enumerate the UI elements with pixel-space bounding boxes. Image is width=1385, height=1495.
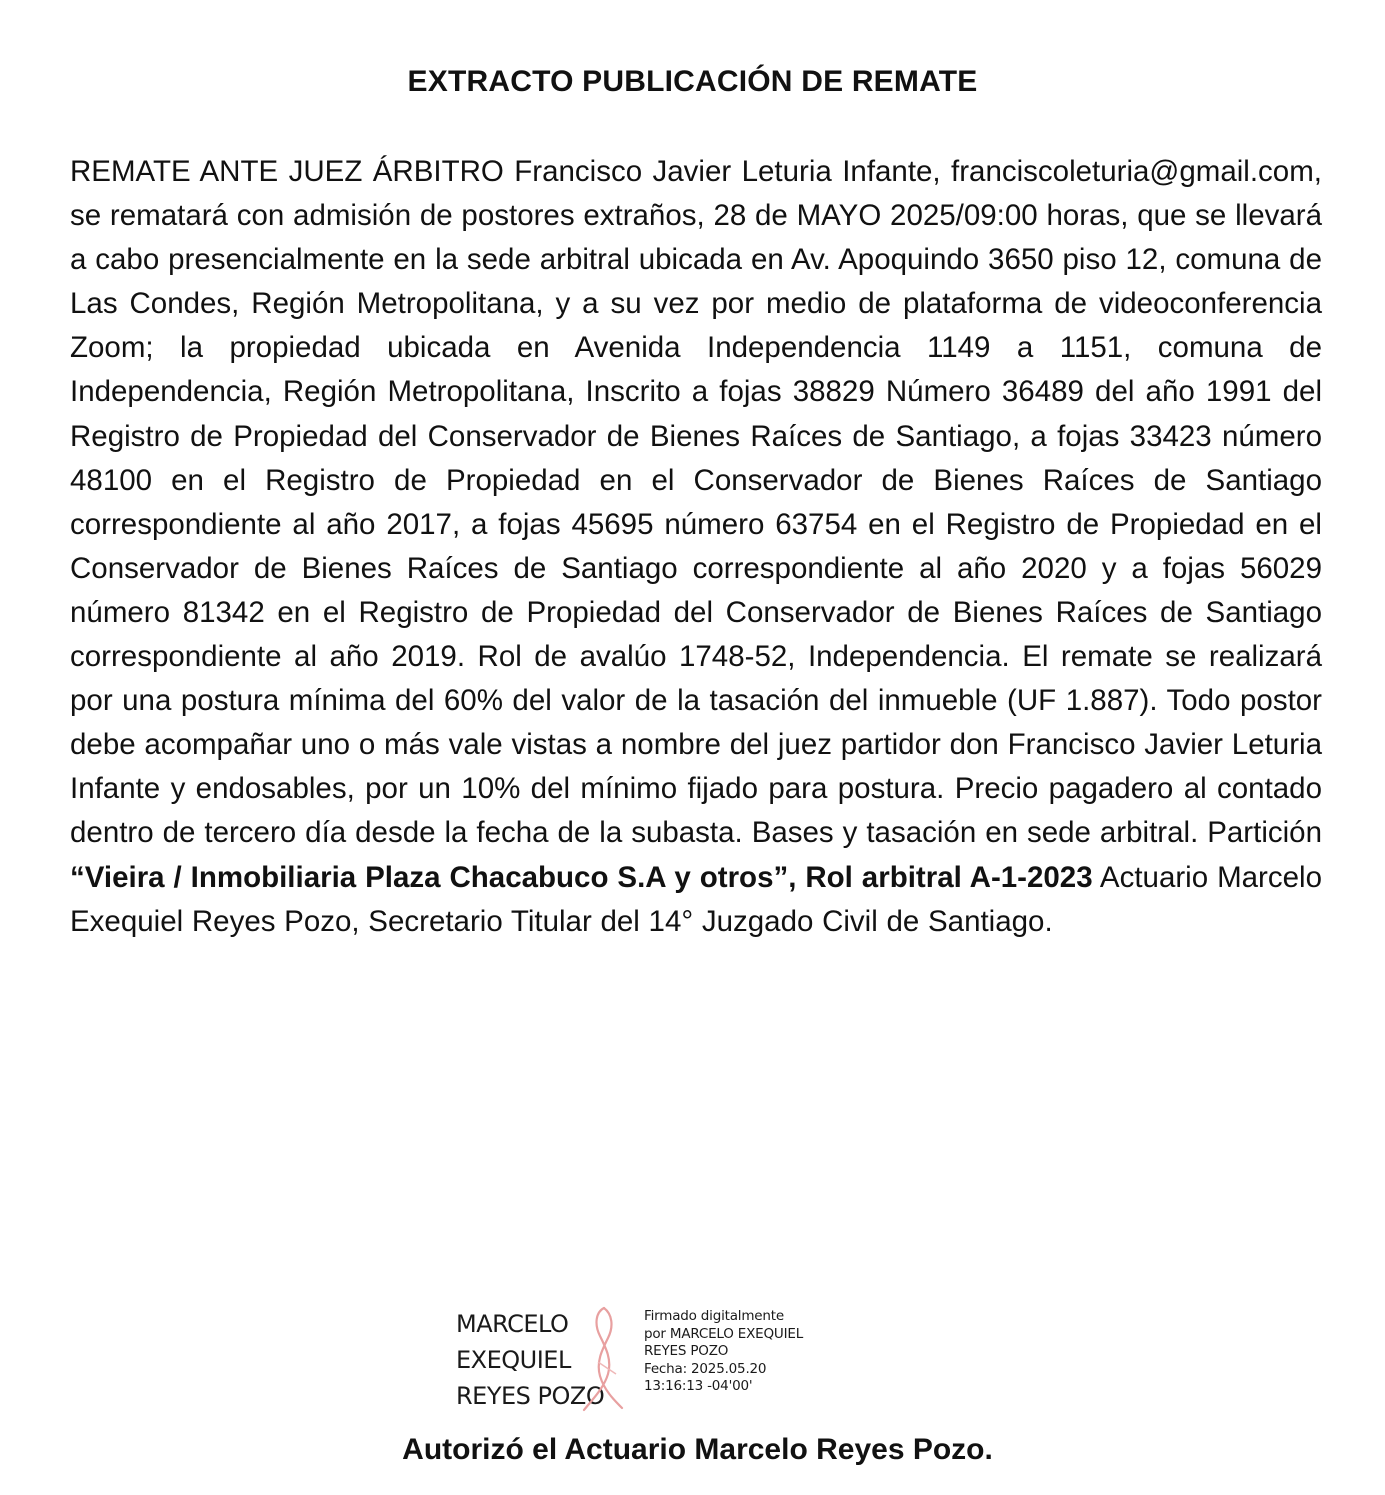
digital-signature [456,1302,836,1417]
signature-detail-line-4: Fecha: 2025.05.20 [644,1360,767,1377]
signature-detail-line-2: por MARCELO EXEQUIEL [644,1325,804,1342]
body-bold-reference: “Vieira / Inmobiliaria Plaza Chacabuco S.A y otros”, Rol arbitral A-1-2023 [70,860,1093,894]
document-title: EXTRACTO PUBLICACIÓN DE REMATE [407,65,978,98]
document-body [70,150,1322,944]
signature-detail-line-1: Firmado digitalmente [644,1308,784,1324]
signature-name-line-2: EXEQUIEL [456,1346,571,1374]
signature-name-line-1: MARCELO [456,1310,569,1338]
signature-detail-line-3: REYES POZO [644,1343,729,1359]
signature-details [644,1308,803,1396]
authorization-line: Autorizó el Actuario Marcelo Reyes Pozo. [402,1433,993,1466]
signature-name-line-3: REYES POZO [456,1382,605,1410]
signature-detail-line-5: 13:16:13 -04'00' [644,1378,753,1394]
body-text-part-2: Actuario Marcelo Exequiel Reyes Pozo, Secretario Titular del 14° Juzgado Civil de Santiago. [70,860,1322,938]
signature-ribbon-icon [574,1302,634,1414]
body-text-part-1: REMATE ANTE JUEZ ÁRBITRO Francisco Javier Leturia Infante, franciscoleturia@gmail.com, se rematará con admisión de postores extraños, 28 de MAYO 2025/09:00 horas, que se llevará a cabo presencialmente en la sede arbitral ubicada en Av. Apoquindo 3650 piso 12, comuna de Las Condes, Región Metropolitana, y a su vez por medio de plataforma de videoconferencia Zoom; la propiedad ubicada en Avenida Independencia 1149 a 1151, comuna de Independencia, Región Metropolitana, Inscrito a fojas 38829 Número 36489 del año 1991 del Registro de Propiedad del Conservador de Bienes Raíces de Santiago, a fojas 33423 número 48100 en el Registro de Propiedad en el Conservador de Bienes Raíces de Santiago correspondiente al año 2017, a fojas 45695 número 63754 en el Registro de Propiedad en el Conservador de Bienes Raíces de Santiago correspondiente al año 2020 y a fojas 56029 número 81342 en el Registro de Propiedad del Conservador de Bienes Raíces de Santiago correspondiente al año 2019. Rol de avalúo 1748-52, Independencia. El remate se realizará por una postura mínima del 60% del valor de la tasación del inmueble (UF 1.887). Todo postor debe acompañar uno o más vale vistas a nombre del juez partidor don Francisco Javier Leturia Infante y endosables, por un 10% del mínimo fijado para postura. Precio pagadero al contado dentro de tercero día desde la fecha de la subasta. Bases y tasación en sede arbitral. Partición [70,155,1322,850]
